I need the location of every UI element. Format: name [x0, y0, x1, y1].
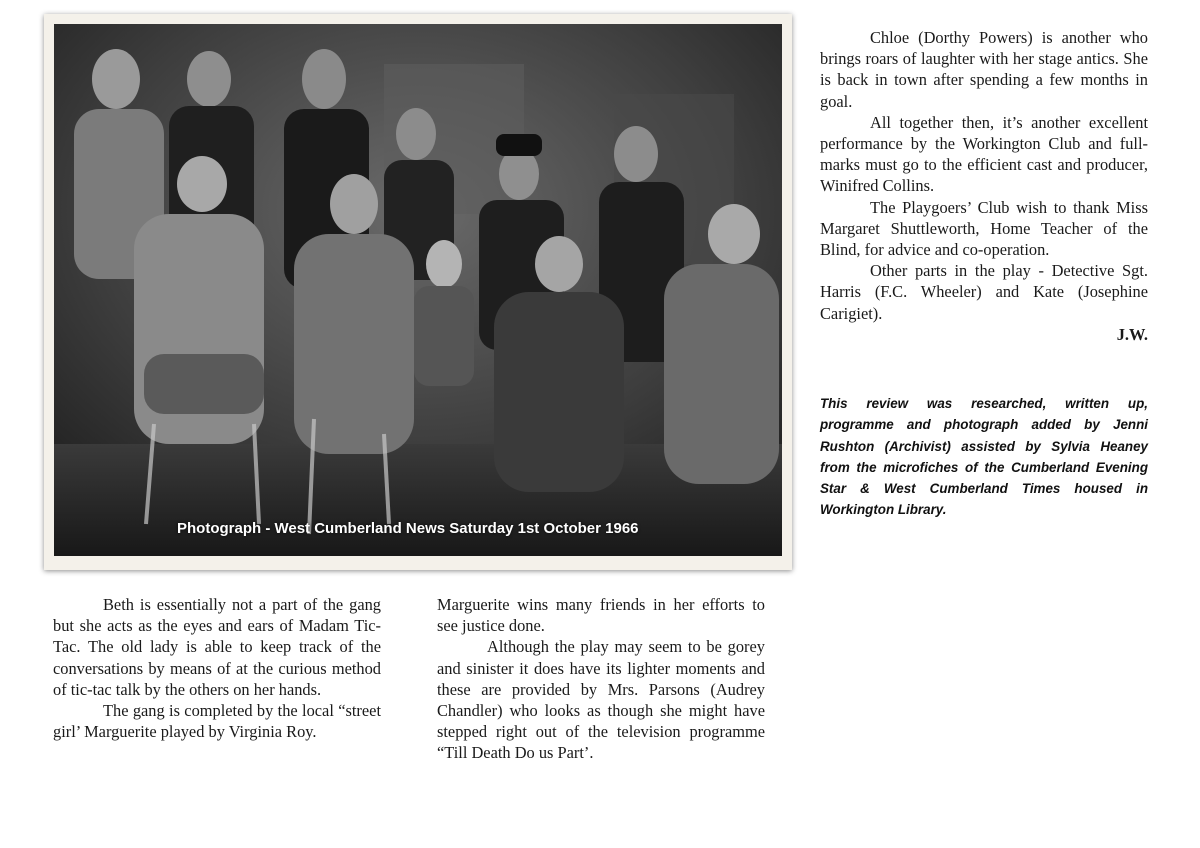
middle-column-text	[437, 594, 765, 764]
paragraph-lighter-moments: Although the play may seem to be gorey and sinister it does have its lighter moments and these are provided by Mrs. Parsons (Audrey Chandler) who looks as though she might have stepped right out of the television programme “Till Death Do us Part’.	[437, 637, 765, 763]
author-signoff: J.W.	[1116, 324, 1148, 344]
group-photograph-image	[54, 24, 782, 556]
left-column-text	[53, 594, 381, 742]
paragraph-thanks: The Playgoers’ Club wish to thank Miss Margaret Shuttleworth, Home Teacher of the Blind, for advice and co-operation.	[820, 197, 1148, 260]
photo-caption: Photograph - West Cumberland News Saturday 1st October 1966	[177, 520, 639, 537]
group-photograph	[54, 24, 782, 556]
right-column-text	[820, 27, 1148, 345]
photo-frame	[44, 14, 792, 570]
credit-note: This review was researched, written up, programme and photograph added by Jenni Rushton (Archivist) assisted by Sylvia Heaney from the microfiches of the Cumberland Evening Star & West Cumberland Times housed in Workington Library.	[820, 396, 1148, 518]
paragraph-other-parts: Other parts in the play - Detective Sgt. Harris (F.C. Wheeler) and Kate (Josephine Carigiet).	[820, 261, 1148, 323]
paragraph-marguerite: Marguerite wins many friends in her efforts to see justice done.	[437, 595, 765, 636]
paragraph-all-together: All together then, it’s another excellent performance by the Workington Club and full-marks must go to the efficient cast and producer, Winifred Collins.	[820, 112, 1148, 196]
paragraph-gang-completed: The gang is completed by the local “street girl’ Marguerite played by Virginia Roy.	[53, 701, 381, 742]
paragraph-chloe: Chloe (Dorthy Powers) is another who brings roars of laughter with her stage antics. She is back in town after spending a few months in goal.	[820, 28, 1148, 111]
paragraph-beth: Beth is essentially not a part of the gang but she acts as the eyes and ears of Madam Tic-Tac. The old lady is able to keep track of the conversations by means of at the curious method of tic-tac talk by the others on her hands.	[53, 595, 381, 699]
